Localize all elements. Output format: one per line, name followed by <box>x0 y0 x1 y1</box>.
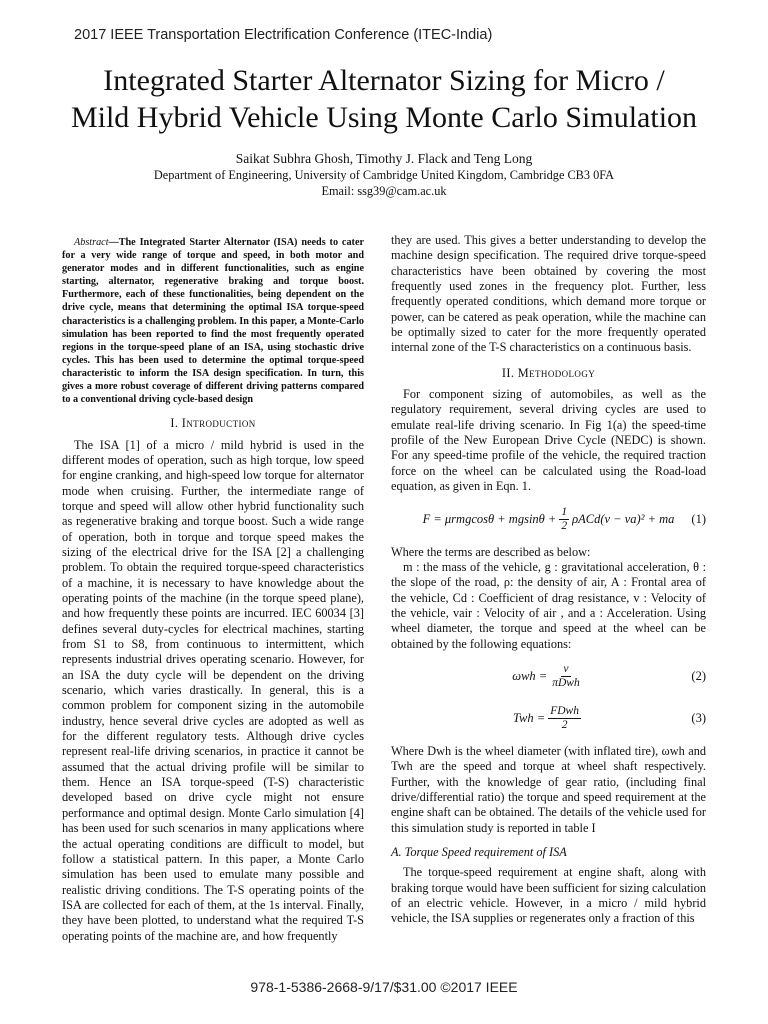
eq3-denominator: 2 <box>561 719 568 732</box>
eq1-rhs: ρACd(v − va)² + ma <box>572 511 675 526</box>
equation-3 <box>391 702 706 736</box>
title-line-2: Mild Hybrid Vehicle Using Monte Carlo Simulation <box>70 101 698 134</box>
left-column <box>62 236 364 944</box>
eq2-fraction <box>550 663 582 690</box>
eq3-numerator: FDwh <box>550 705 579 718</box>
subsection-heading-torque-speed: A. Torque Speed requirement of ISA <box>391 844 567 859</box>
eq2-denominator: πDwh <box>552 677 580 690</box>
eq3-lhs: Twh = <box>513 711 546 726</box>
right-column <box>391 233 706 927</box>
copyright-footer: 978-1-5386-2668-9/17/$31.00 ©2017 IEEE <box>250 979 518 995</box>
conference-header: 2017 IEEE Transportation Electrification Conference (ITEC-India) <box>74 27 493 43</box>
subsection-paragraph: The torque-speed requirement at engine shaft, along with braking torque would have been sufficient for sizing calculation of an electric vehicle. However, in a micro / mild hybrid vehicle, the ISA supplies or regenerates only a fraction of this <box>391 865 706 926</box>
eq1-lhs: F = μrmgcosθ + mgsinθ + <box>422 511 557 526</box>
eq2-numerator: v <box>563 663 569 676</box>
abstract-lead: Abstract <box>74 237 109 248</box>
abstract <box>62 236 364 406</box>
eq2-lhs: ωwh = <box>512 669 548 684</box>
intro-continued-paragraph: they are used. This gives a better understanding to develop the machine design specification. The required drive torque-speed characteristics have been obtained by covering the most frequently used zones in the frequency plot. Further, less frequently operated conditions, which demand more torque or power, can be catered as peak operation, while the machine can be optimally sized to cater for the more frequently operated internal zone of the T-S characteristics on a continuous basis. <box>391 233 706 355</box>
intro-paragraph: The ISA [1] of a micro / mild hybrid is used in the different modes of operation, such as high torque, low speed for engine cranking, and high-speed low torque for alternator mode when cruising. Further, the intermediate range of torque and speed will allow other hybrid functionality such as regenerative braking and torque boost. Such a wide range of operation, both in torque and torque speed makes the sizing of the electrical drive for the ISA [2] a challenging problem. To obtain the required torque-speed characteristics of a machine, it is necessary to have knowledge about the operating points of the machine (in the torque speed plane), and how frequently these points are incurred. IEC 60034 [3] defines several duty-cycles for electrical machines, starting from S1 to S8, from continuous to intermittent, which represents industrial drives operating scenario. However, for an ISA the duty cycle will be dependent on the driving scenario, which varies drastically. In general, this is a common problem for component sizing in the automobile industry, hence several drive cycles are adopted as well as for the different regulatory tests. Although drive cycles represent real-life driving scenarios, in practice it cannot be assumed that the actual driving profile will be similar to them. Hence an ISA torque-speed (T-S) characteristic developed based on drive cycle might not ensure performance and optimal design. Monte Carlo simulation [4] has been used for such scenarios in many applications where the actual operating conditions are difficult to model, but follow a statistical pattern. In this paper, a Monte Carlo simulation has been used to emulate many possible and realistic driving conditions. The T-S operating points of the ISA are collected for each of them, at the 1s interval. Finally, they have been plotted, to understand what the required T-S operating points of the machine are, and how frequently <box>62 437 364 943</box>
eq2-number: (2) <box>691 669 706 684</box>
after-equation-3-paragraph: Where Dwh is the wheel diameter (with inflated tire), ωwh and Twh are the speed and torque at wheel shaft respectively. Further, with the knowledge of gear ratio, (including final drive/differential ratio) the torque and speed requirement at the engine shaft can be obtained. The details of the vehicle used for this simulation study is reported in table I <box>391 743 706 835</box>
affiliation: Department of Engineering, University of Cambridge United Kingdom, Cambridge CB3 0FA <box>153 168 615 182</box>
methodology-paragraph: For component sizing of automobiles, as well as the regulatory requirement, several driving cycles are used to emulate real-life driving scenario. In Fig 1(a) the speed-time profile of the New European Drive Cycle (NEDC) is shown. For any speed-time profile of the vehicle, the required traction force on the wheel can be calculated using the Road-load equation, as given in Eqn. 1. <box>391 387 706 494</box>
title-line-1: Integrated Starter Alternator Sizing for Micro / <box>103 64 665 97</box>
where-terms: Where the terms are described as below: <box>391 544 591 559</box>
eq3-fraction <box>548 705 581 732</box>
section-heading-methodology: II. Methodology <box>501 365 596 380</box>
terms-description: m : the mass of the vehicle, g : gravitational acceleration, θ : the slope of the road, ρ: the density of air, A : Frontal area of the vehicle, Cd : Coefficient of drag resistance, v : Velocity of the vehicle, vair : Velocity of air , and a : Acceleration. Using wheel diameter, the torque and speed at the wheel can be obtained by the following equations: <box>391 559 706 651</box>
section-heading-introduction: I. Introduction <box>170 416 256 431</box>
abstract-text: —The Integrated Starter Alternator (ISA) needs to cater for a very wide range of torque and speed, in both motor and generator modes and in different functionalities, such as engine starting, alternator, regenerative braking and torque boost. Furthermore, each of these functionalities, being dependent on the drive cycle, means that determining the optimal ISA torque-speed characteristics is a challenging problem. In this paper, a Monte-Carlo simulation has been reported to find the most frequently operated regions in the torque-speed plane of an ISA, using stochastic drive cycles. This has been used to determine the optimal torque-speed characteristic to inform the ISA design specification. In turn, this gives a more robust coverage of different driving patterns compared to a conventional driving cycle-based design <box>62 237 364 406</box>
paper-title <box>0 62 768 136</box>
eq1-denominator: 2 <box>561 520 568 532</box>
eq1-number: (1) <box>691 511 706 526</box>
email: Email: ssg39@cam.ac.uk <box>321 184 447 198</box>
eq1-fraction <box>559 506 569 533</box>
authors: Saikat Subhra Ghosh, Timothy J. Flack and Teng Long <box>235 151 533 166</box>
equation-2 <box>391 660 706 694</box>
title-block <box>0 62 768 199</box>
eq1-numerator: 1 <box>561 506 568 518</box>
eq3-number: (3) <box>691 711 706 726</box>
equation-1 <box>391 503 706 537</box>
